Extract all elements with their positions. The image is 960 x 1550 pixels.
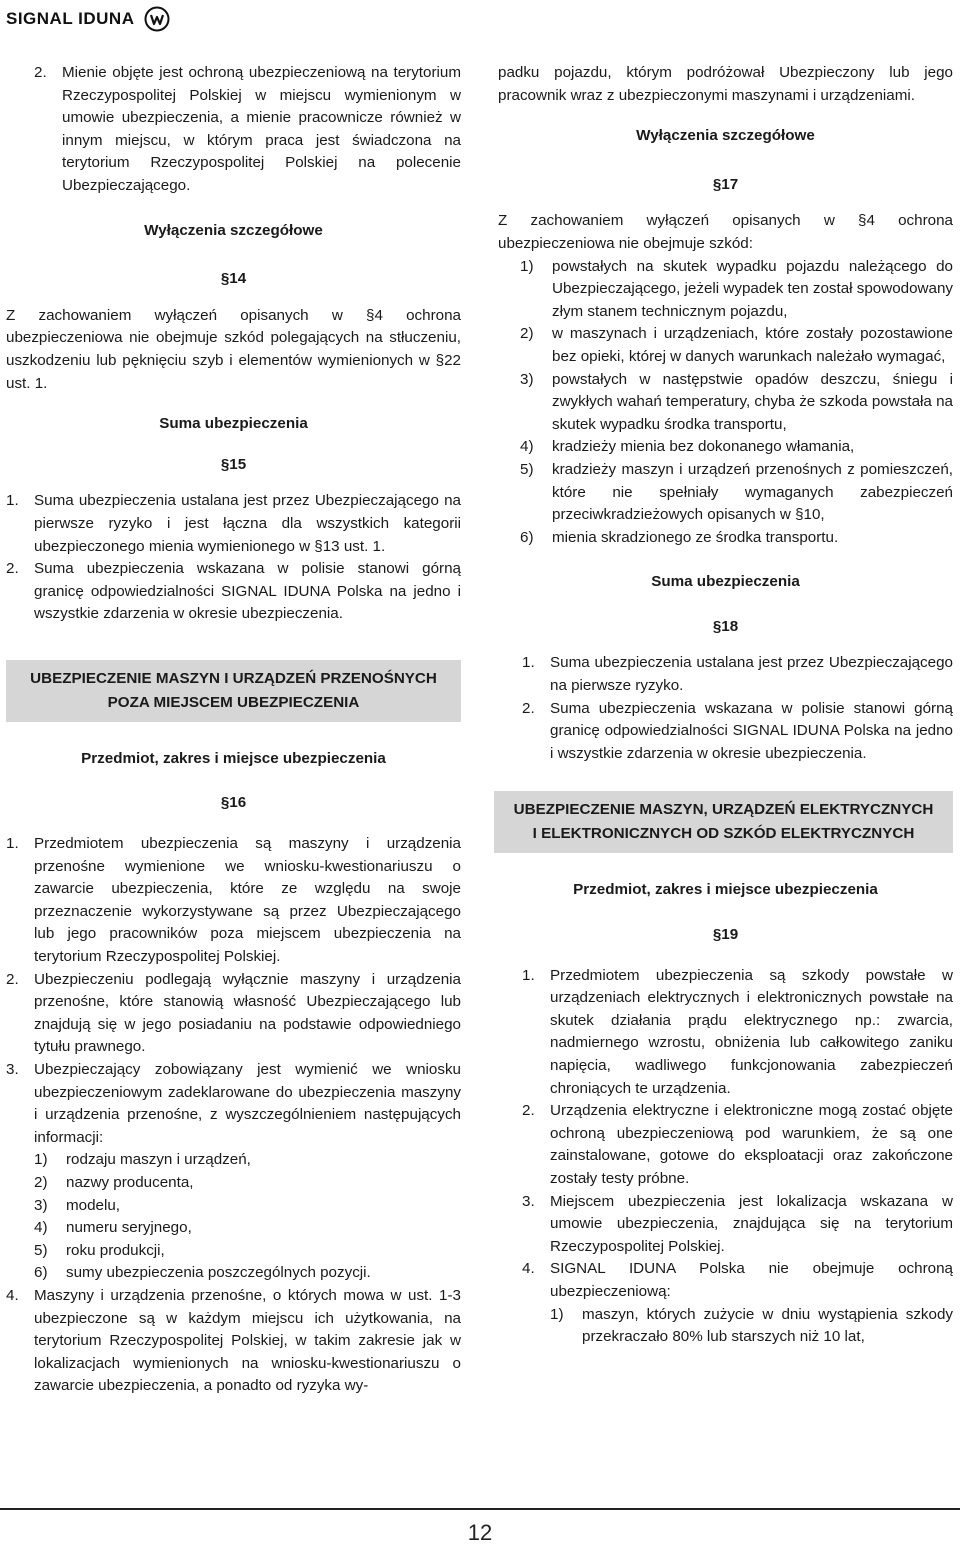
list-item [522, 965, 953, 1101]
list-item [520, 527, 953, 550]
paragraph-15-list [6, 490, 461, 626]
item-text: powstałych na skutek wypadku pojazdu należącego do Ubezpieczającego, jeżeli wypadek ten został spowodowany złym stanem technicznym pojazdu, [552, 257, 954, 320]
section-heading-subject: Przedmiot, zakres i miejsce ubezpieczenia [573, 881, 878, 899]
item-number: 1. [522, 966, 535, 984]
brand-name: SIGNAL IDUNA [6, 9, 135, 28]
item-number: 1. [522, 654, 535, 672]
clause-text: Mienie objęte jest ochroną ubezpieczeniową na terytorium Rzeczypospolitej Polskiej w miejscu wymienionym w umowie ubezpieczenia, a mienie pracownicze również w innym miejscu, w którym praca jest świadczona na terytorium Rzeczypospolitej Polskiej na polecenie Ubezpieczającego. [62, 64, 461, 194]
item-text: Przedmiotem ubezpieczenia są maszyny i urządzenia przenośne wymienione we wniosku-kwestionariuszu o zawarcie ubezpieczenia, które ze względu na swoje przeznaczenie wykorzystywane są przez Ubezpieczającego lub jego pracowników poza miejscem ubezpieczenia na terytorium Rzeczypospolitej Polskiej. [34, 835, 461, 966]
left-column [6, 62, 461, 1398]
section-heading-sum-insured: Suma ubezpieczenia [651, 573, 800, 591]
item-text: Ubezpieczeniu podlegają wyłącznie maszyny i urządzenia przenośne, które stanowią własność Ubezpieczającego lub znajdują się w jego posiadaniu na podstawie odpowiedniego tytułu prawnego. [34, 970, 461, 1056]
item-text: Przedmiotem ubezpieczenia są szkody powstałe w urządzeniach elektrycznych i elektronicznych powstałe na skutek działania prądu elektrycznego np.: zwarcia, nadmiernego wzrostu, obniżenia lub całkowitego zaniku napięcia, wadliwego funkcjonowania zabezpieczeń chroniących te urządzenia. [550, 966, 953, 1097]
paragraph-14: §14 [220, 270, 247, 288]
section-heading-sum-insured: Suma ubezpieczenia [159, 415, 308, 433]
item-text: Suma ubezpieczenia ustalana jest przez Ubezpieczającego na pierwsze ryzyko. [550, 654, 953, 695]
list-item [522, 698, 953, 766]
clause-number: 2. [34, 64, 47, 81]
item-text: Miejscem ubezpieczenia jest lokalizacja wskazana w umowie ubezpieczenia, znajdująca się na terytorium Rzeczypospolitej Polskiej. [550, 1192, 953, 1255]
item-number: 3) [520, 370, 534, 388]
item-text: Maszyny i urządzenia przenośne, o których mowa w ust. 1-3 ubezpieczone są w każdym miejscu ich użytkowania, na terytorium Rzeczypospolitej Polskiej, w takim zakresie jak w lokalizacjach wymienionych na wniosku-kwestionariuszu o zawarcie ubezpieczenia, a ponadto od ryzyka wy- [34, 1286, 461, 1395]
item-text: Suma ubezpieczenia ustalana jest przez Ubezpieczającego na pierwsze ryzyko i jest łączna dla wszystkich kategorii ubezpieczonego mienia wymienionego w §13 ust. 1. [34, 492, 461, 555]
item-number: 2. [522, 1102, 535, 1120]
item-number: 4. [6, 1286, 19, 1304]
paragraph-19: §19 [712, 926, 739, 944]
paragraph-18: §18 [712, 617, 739, 635]
item-text: w maszynach i urządzeniach, które zostały pozostawione bez opieki, której w danych warunkach należało wymagać, [552, 325, 953, 365]
item-number: 3. [522, 1192, 535, 1210]
list-item [522, 652, 953, 697]
item-text: powstałych w następstwie opadów deszczu, śniegu i zwykłych wahań temperatury, chyba że szkoda powstała na skutek wypadku środka transportu, [552, 370, 953, 433]
item-text: Suma ubezpieczenia wskazana w polisie stanowi górną granicę odpowiedzialności SIGNAL IDUNA Polska na jedno i wszystkie zdarzenia w okresie ubezpieczenia. [550, 699, 953, 762]
item-number: 2. [6, 560, 19, 578]
item-number: 1) [34, 1151, 48, 1169]
item-number: 1) [550, 1305, 564, 1323]
right-column [498, 62, 953, 1349]
item-text: Suma ubezpieczenia wskazana w polisie stanowi górną granicę odpowiedzialności SIGNAL IDUNA Polska na jedno i wszystkie zdarzenia w okresie ubezpieczenia. [34, 560, 461, 623]
banner-line: POZA MIEJSCEM UBEZPIECZENIA [107, 693, 360, 711]
item-number: 4. [522, 1260, 535, 1278]
sub-list-item [34, 1262, 461, 1285]
list-item [6, 558, 461, 626]
list-item [520, 256, 953, 324]
item-number: 2. [6, 970, 19, 988]
item-text: nazwy producenta, [66, 1173, 194, 1191]
page-header [6, 4, 170, 34]
list-item [6, 1285, 461, 1398]
item-number: 1. [6, 835, 19, 853]
list-item [520, 459, 953, 527]
continuation-text: padku pojazdu, którym podróżował Ubezpieczony lub jego pracownik wraz z ubezpieczonymi maszynami i urządzeniami. [498, 64, 953, 104]
section-heading-subject: Przedmiot, zakres i miejsce ubezpieczenia [81, 749, 386, 767]
paragraph-17-list [520, 256, 953, 550]
item-number: 2. [522, 699, 535, 717]
paragraph-16: §16 [220, 794, 247, 812]
paragraph-18-list [522, 652, 953, 765]
sub-list-item [34, 1172, 461, 1195]
sub-list-item [550, 1304, 953, 1349]
item-number: 6) [520, 528, 534, 546]
item-text: maszyn, których zużycie w dniu wystąpienia szkody przekraczało 80% lub starszych niż 10 lat, [582, 1305, 953, 1346]
item-text: kradzieży maszyn i urządzeń przenośnych z pomieszczeń, które nie spełniały wymaganych zabezpieczeń przeciwkradzieżowych opisanych w §10, [552, 460, 953, 524]
item-number: 2) [34, 1173, 48, 1191]
item-text: numeru seryjnego, [66, 1219, 192, 1237]
item-text: sumy ubezpieczenia poszczególnych pozycji. [66, 1264, 371, 1282]
sub-list-item [34, 1240, 461, 1263]
item-text: Urządzenia elektryczne i elektroniczne mogą zostać objęte ochroną ubezpieczeniową pod warunkiem, że są one zainstalowane, gotowe do eksploatacji oraz zakończone zostały testy próbne. [550, 1102, 953, 1187]
section-heading-exclusions: Wyłączenia szczegółowe [144, 221, 323, 239]
list-item [522, 1191, 953, 1259]
list-item [520, 369, 953, 437]
list-item [6, 969, 461, 1059]
paragraph-14-text: Z zachowaniem wyłączeń opisanych w §4 ochrona ubezpieczeniowa nie obejmuje szkód polegających na stłuczeniu, uszkodzeniu lub pęknięciu szyb i elementów wymienionych w §22 ust. 1. [6, 306, 461, 392]
item-number: 1. [6, 492, 19, 510]
sub-list [34, 1149, 461, 1285]
paragraph-17-text: Z zachowaniem wyłączeń opisanych w §4 ochrona ubezpieczeniowa nie obejmuje szkód: [498, 212, 953, 252]
sub-list-item [34, 1217, 461, 1240]
signal-iduna-logo-icon [144, 6, 170, 32]
sub-list-item [34, 1149, 461, 1172]
item-number: 4) [34, 1219, 48, 1237]
item-text: kradzieży mienia bez dokonanego włamania, [552, 438, 855, 456]
item-number: 1) [520, 257, 534, 275]
banner-line: UBEZPIECZENIE MASZYN I URZĄDZEŃ PRZENOŚNYCH [30, 669, 437, 687]
item-number: 3. [6, 1061, 19, 1078]
section-heading-exclusions: Wyłączenia szczegółowe [636, 127, 815, 145]
banner-line: I ELEKTRONICZNYCH OD SZKÓD ELEKTRYCZNYCH [532, 825, 915, 843]
list-item [522, 1258, 953, 1303]
item-text: roku produkcji, [66, 1241, 165, 1259]
item-number: 2) [520, 325, 534, 343]
item-number: 4) [520, 438, 534, 456]
list-item [520, 436, 953, 459]
item-text: rodzaju maszyn i urządzeń, [66, 1151, 251, 1169]
list-item [6, 1059, 461, 1149]
item-text: Ubezpieczający zobowiązany jest wymienić we wniosku ubezpieczeniowym zadeklarowane do ubezpieczenia maszyny i urządzenia przenośne, z wyszczególnieniem następujących informacji: [34, 1061, 461, 1146]
item-number: 5) [34, 1241, 48, 1259]
paragraph-15: §15 [220, 455, 247, 473]
page-number: 12 [467, 1520, 493, 1545]
list-item [522, 1100, 953, 1190]
item-text: SIGNAL IDUNA Polska nie obejmuje ochroną ubezpieczeniową: [550, 1260, 953, 1300]
section-banner-electrical [494, 791, 953, 853]
paragraph-19-list [522, 965, 953, 1349]
paragraph-16-list [6, 833, 461, 1398]
banner-line: UBEZPIECZENIE MASZYN, URZĄDZEŃ ELEKTRYCZNYCH [513, 801, 934, 819]
item-number: 6) [34, 1264, 48, 1282]
item-text: mienia skradzionego ze środka transportu. [552, 528, 839, 546]
item-number: 3) [34, 1196, 48, 1214]
list-item [6, 833, 461, 969]
footer-divider [0, 1508, 960, 1510]
sub-list [550, 1304, 953, 1349]
item-number: 5) [520, 460, 534, 478]
list-item [6, 490, 461, 558]
item-text: modelu, [66, 1196, 121, 1214]
section-banner-portable-machines [6, 660, 461, 722]
clause-2 [6, 62, 461, 198]
paragraph-17: §17 [712, 175, 739, 193]
sub-list-item [34, 1195, 461, 1218]
list-item [520, 323, 953, 368]
